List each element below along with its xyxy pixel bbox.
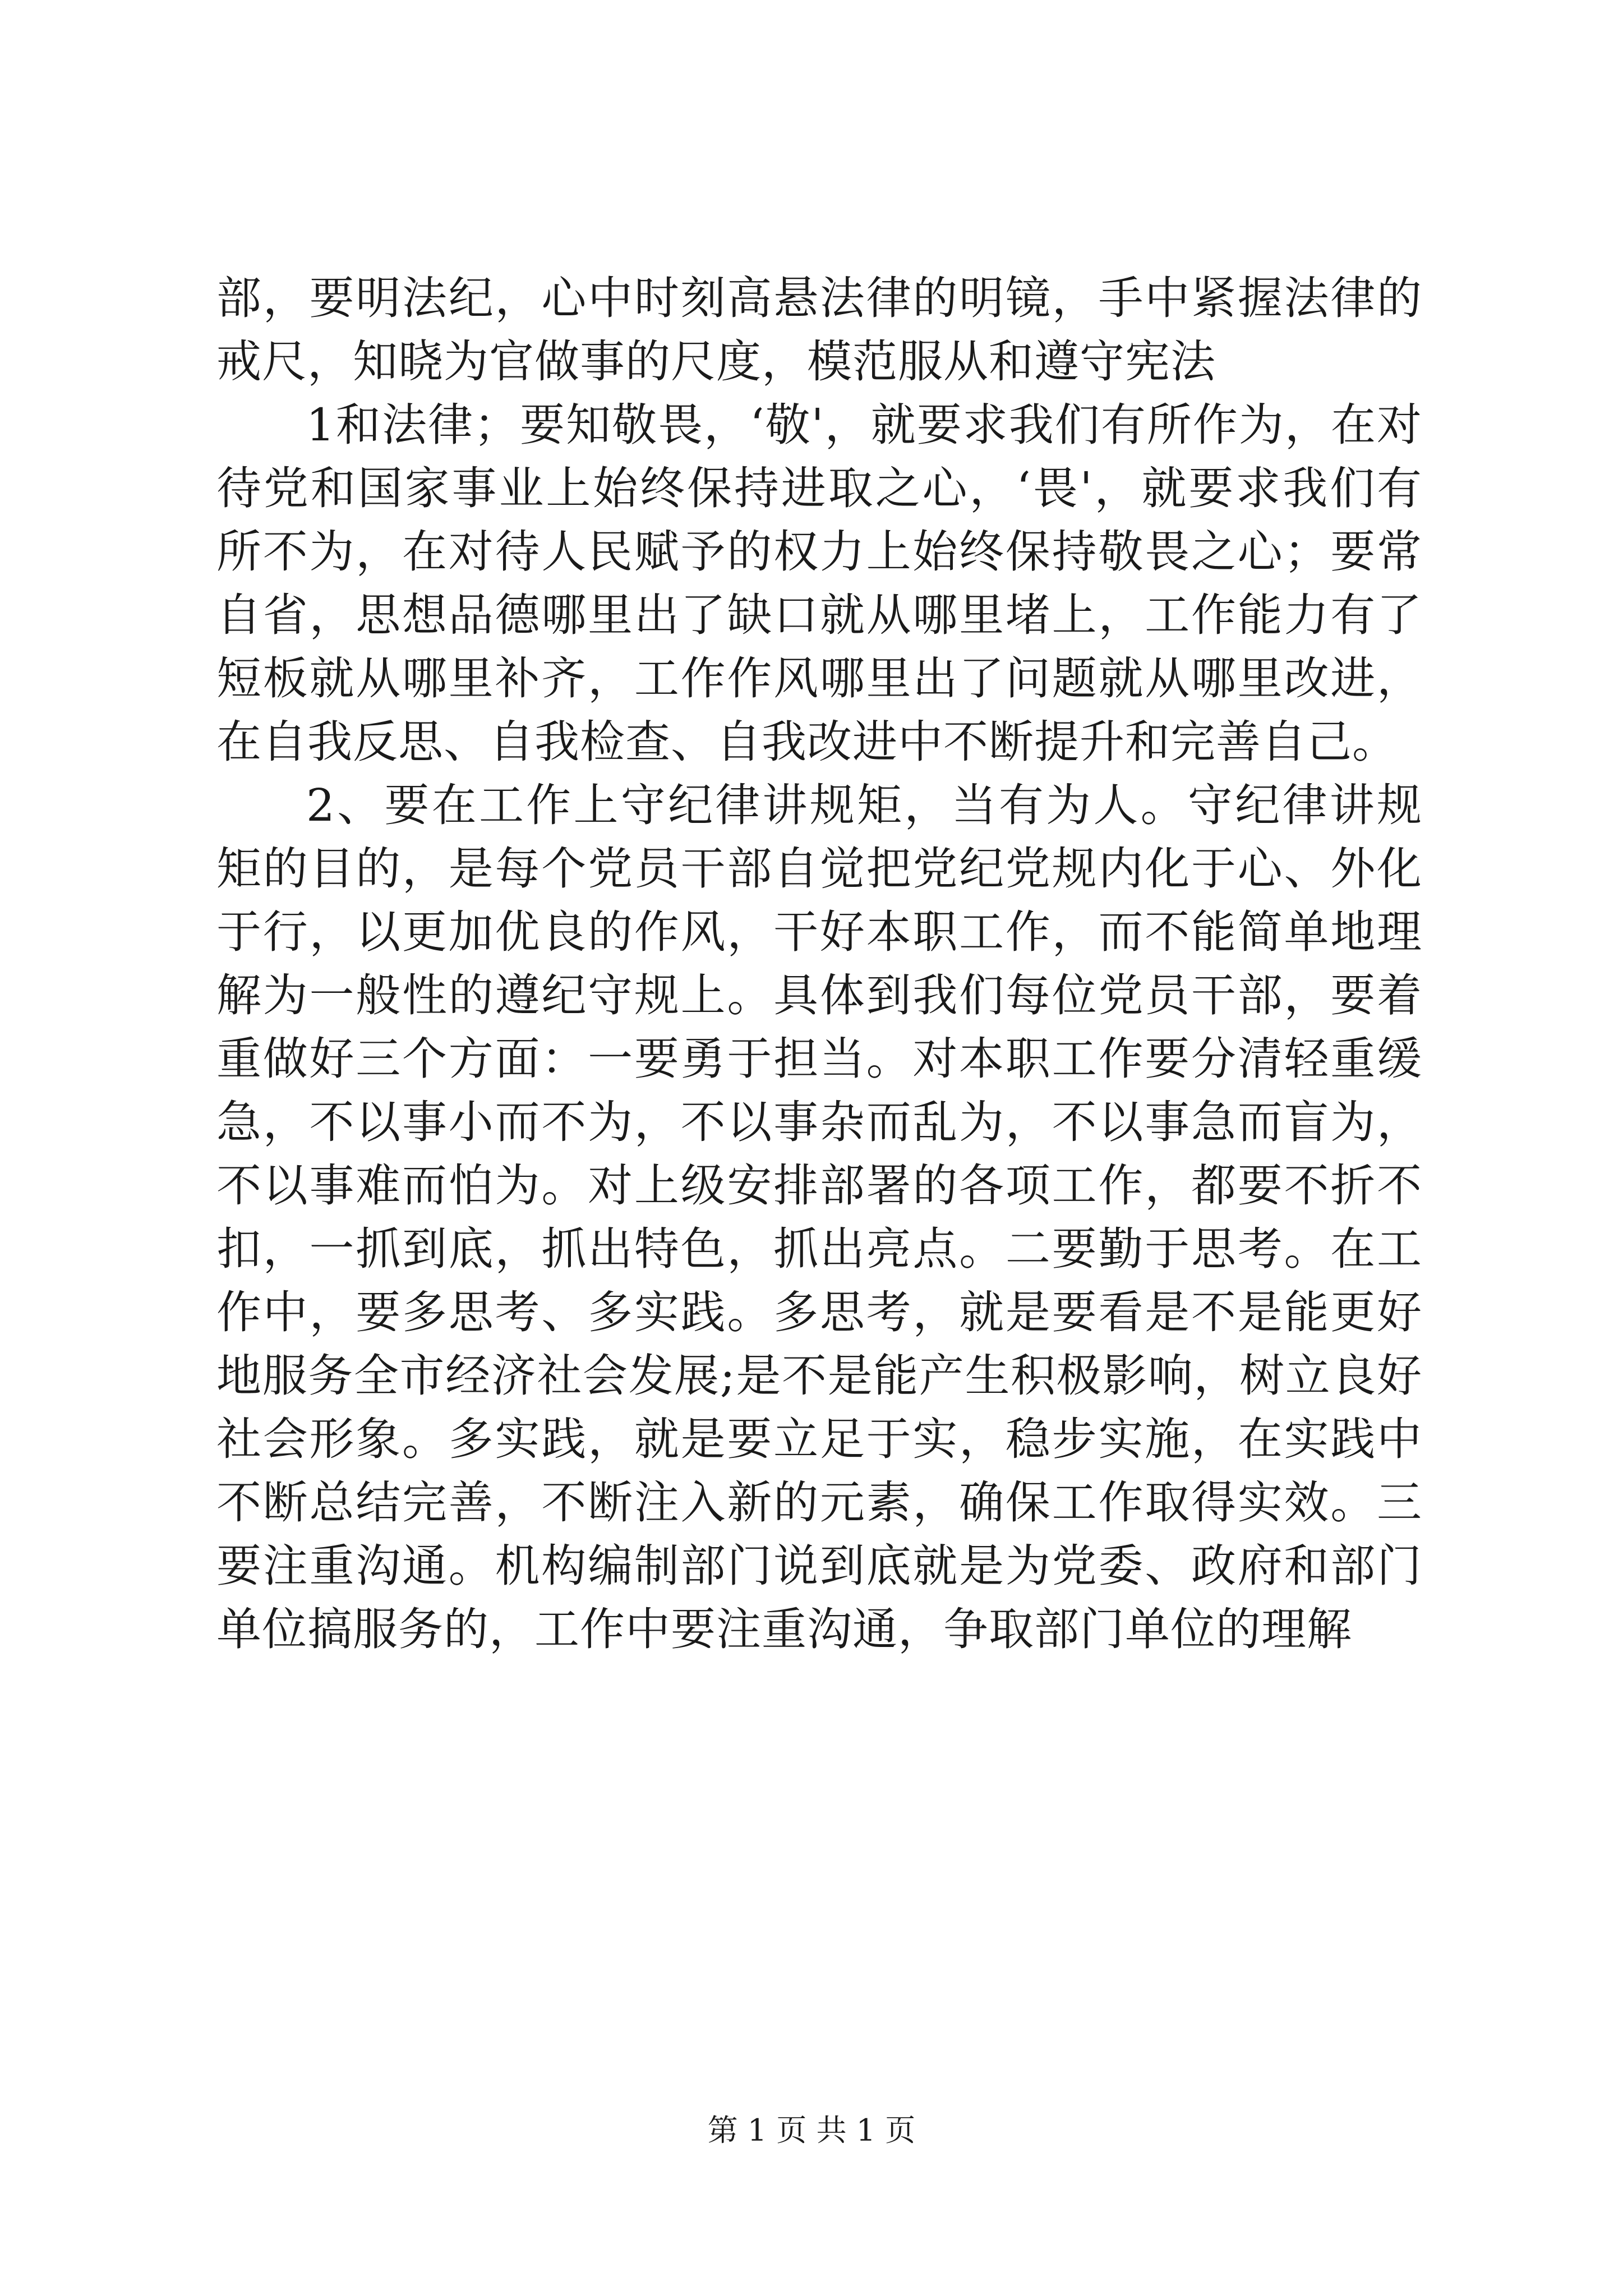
paragraph-1: 1和法律；要知敬畏，‘敬'，就要求我们有所作为，在对待党和国家事业上始终保持进取之心，‘畏'，就要求我们有所不为，在对待人民赋予的权力上始终保持敬畏之心；要常自省，思想品德哪里出了缺口就从哪里堵上，工作能力有了短板就从哪里补齐，工作作风哪里出了问题就从哪里改进，在自我反思、自我检查、自我改进中不断提升和完善自己。	[216, 399, 1422, 768]
document-body	[216, 266, 1422, 1661]
paragraph-2: 2、要在工作上守纪律讲规矩，当有为人。守纪律讲规矩的目的，是每个党员干部自觉把党纪党规内化于心、外化于行，以更加优良的作风，干好本职工作，而不能简单地理解为一般性的遵纪守规上。具体到我们每位党员干部，要着重做好三个方面：一要勇于担当。对本职工作要分清轻重缓急，不以事小而不为，不以事杂而乱为，不以事急而盲为，不以事难而怕为。对上级安排部署的各项工作，都要不折不扣，一抓到底，抓出特色，抓出亮点。二要勤于思考。在工作中，要多思考、多实践。多思考，就是要看是不是能更好地服务全市经济社会发展;是不是能产生积极影响，树立良好社会形象。多实践，就是要立足于实，稳步实施，在实践中不断总结完善，不断注入新的元素，确保工作取得实效。三要注重沟通。机构编制部门说到底就是为党委、政府和部门单位搞服务的，工作中要注重沟通，争取部门单位的理解	[216, 779, 1422, 1655]
page-footer: 第 1 页 共 1 页	[707, 2113, 916, 2148]
paragraph-continuation: 部，要明法纪，心中时刻高悬法律的明镜，手中紧握法律的戒尺，知晓为官做事的尺度，模范服从和遵守宪法	[216, 272, 1422, 388]
